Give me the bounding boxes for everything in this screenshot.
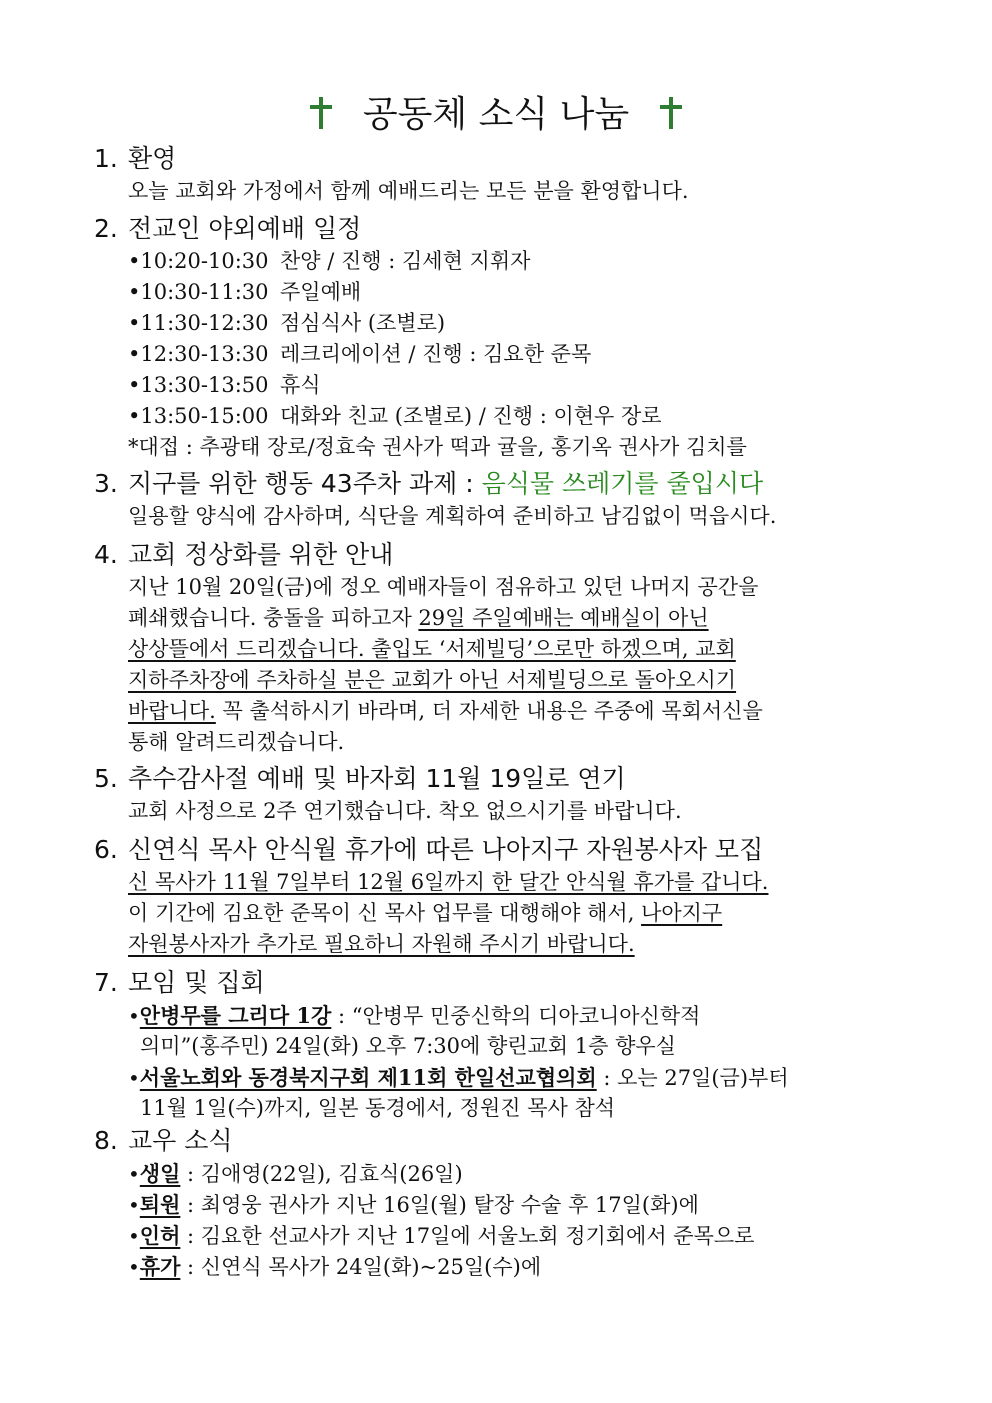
section-title: 모임 및 집회 [128,968,265,997]
schedule-time: •10:20-10:30 [128,249,269,273]
section-number: 5. [94,764,118,793]
underlined-text: 바랍니다. [128,699,216,723]
section-heading [94,212,904,246]
bullet-icon: • [128,1162,140,1186]
underlined-text: 자원봉사자가 추가로 필요하니 자원해 주시기 바랍니다. [128,932,635,956]
section-title: 지구를 위한 행동 43주차 과제 : [128,469,482,498]
news-text: : 신연식 목사가 24일(화)~25일(수)에 [180,1255,542,1279]
section-heading [94,538,904,572]
section-meetings [94,966,904,1124]
section-heading [94,467,904,501]
underlined-text: 나아지구 [641,901,723,925]
underlined-text: 신 목사가 11월 7일부터 12월 6일까지 한 달간 안식월 휴가를 갑니다. [128,870,769,894]
section-number: 3. [94,469,118,498]
news-item [128,1158,904,1189]
meeting-detail-cont: 11월 1일(수)까지, 일본 동경에서, 정원진 목사 참석 [140,1096,616,1120]
meeting-detail: : 오는 27일(금)부터 [596,1066,789,1090]
paragraph-line: 통해 알려드리겠습니다. [128,730,345,754]
schedule-time: •12:30-13:30 [128,342,269,366]
bullet-icon: • [128,1004,140,1028]
section-picnic-schedule [94,212,904,463]
paragraph-line [128,634,904,665]
schedule-time: •11:30-12:30 [128,311,269,335]
section-thanksgiving [94,762,904,827]
section-earth-action [94,467,904,532]
paragraph-line: 지난 10월 20일(금)에 정오 예배자들이 점유하고 있던 나머지 공간을 [128,575,759,599]
section-title: 환영 [128,144,177,173]
cross-icon [308,94,347,135]
text-run: 이 기간에 김요한 준목이 신 목사 업무를 대행해야 해서, [128,901,642,925]
text-run: 꼭 출석하시기 바라며, 더 자세한 내용은 주중에 목회서신을 [215,699,763,723]
meeting-item [128,1000,904,1031]
section-text: 일용할 양식에 감사하며, 식단을 계획하여 준비하고 남김없이 먹읍시다. [128,504,777,528]
meeting-detail-cont: 의미”(홍주민) 24일(화) 오후 7:30에 향린교회 1층 향우실 [140,1034,676,1058]
section-title: 교우 소식 [128,1126,233,1155]
schedule-item [128,277,904,308]
schedule-note: *대접 : 추광태 장로/정효숙 권사가 떡과 귤을, 홍기옥 권사가 김치를 [128,435,747,459]
meeting-item [128,1062,904,1093]
paragraph-line [128,696,904,727]
schedule-time: •10:30-11:30 [128,280,269,304]
bullet-icon: • [128,1193,140,1217]
news-item [128,1189,904,1220]
section-member-news [94,1124,904,1282]
section-heading [94,142,904,176]
schedule-item [128,308,904,339]
section-text: 오늘 교회와 가정에서 함께 예배드리는 모든 분을 환영합니다. [128,179,689,203]
news-item [128,1251,904,1282]
schedule-time: •13:50-15:00 [128,404,269,428]
section-number: 4. [94,540,118,569]
news-label: 퇴원 [139,1192,181,1217]
news-text: : 김애영(22일), 김효식(26일) [180,1162,463,1186]
section-title: 전교인 야외예배 일정 [128,214,362,243]
schedule-time: •13:30-13:50 [128,373,269,397]
section-church-normalization [94,538,904,758]
underlined-text: 29일 주일예배는 예배실이 아닌 [418,606,709,630]
meeting-detail: : “안병무 민중신학의 디아코니아신학적 [331,1004,701,1028]
section-title: 교회 정상화를 위한 안내 [128,540,394,569]
section-title: 신연식 목사 안식월 휴가에 따른 나아지구 자원봉사자 모집 [128,835,764,864]
section-text: 교회 사정으로 2주 연기했습니다. 착오 없으시기를 바랍니다. [128,799,682,823]
schedule-item [128,401,904,432]
section-task-highlight: 음식물 쓰레기를 줄입시다 [481,469,764,498]
section-number: 1. [94,144,118,173]
paragraph-line [128,929,904,960]
section-title: 추수감사절 예배 및 바자회 11월 19일로 연기 [128,764,626,793]
meeting-title: 안병무를 그리다 1강 [139,1003,332,1028]
schedule-desc: 찬양 / 진행 : 김세현 지휘자 [280,249,531,273]
section-heading [94,833,904,867]
page-title-bar [0,88,992,142]
bullet-icon: • [128,1255,140,1279]
news-label: 인허 [139,1223,181,1248]
schedule-desc: 점심식사 (조별로) [280,311,446,335]
schedule-desc: 휴식 [280,373,321,397]
schedule-item [128,246,904,277]
schedule-item [128,339,904,370]
bullet-icon: • [128,1224,140,1248]
section-heading [94,1124,904,1158]
section-heading [94,966,904,1000]
paragraph-line [128,665,904,696]
page-title: 공동체 소식 나눔 [362,94,630,135]
section-number: 8. [94,1126,118,1155]
section-number: 2. [94,214,118,243]
underlined-text: 상상뜰에서 드리겠습니다. 출입도 ‘서제빌딩’으로만 하겠으며, 교회 [128,637,736,661]
schedule-item [128,370,904,401]
section-number: 7. [94,968,118,997]
underlined-text: 지하주차장에 주차하실 분은 교회가 아닌 서제빌딩으로 돌아오시기 [128,668,737,692]
bullet-icon: • [128,1066,140,1090]
section-welcome [94,142,904,207]
schedule-desc: 주일예배 [280,280,362,304]
paragraph-line [128,603,904,634]
meeting-title: 서울노회와 동경북지구회 제11회 한일선교협의회 [139,1065,597,1090]
news-text: : 최영웅 권사가 지난 16일(월) 탈장 수술 후 17일(화)에 [180,1193,699,1217]
section-volunteers [94,833,904,960]
news-item [128,1220,904,1251]
news-label: 생일 [139,1161,181,1186]
paragraph-line [128,898,904,929]
schedule-desc: 대화와 친교 (조별로) / 진행 : 이현우 장로 [280,404,662,428]
news-text: : 김요한 선교사가 지난 17일에 서울노회 정기회에서 준목으로 [180,1224,755,1248]
section-number: 6. [94,835,118,864]
paragraph-line [128,867,904,898]
schedule-desc: 레크리에이션 / 진행 : 김요한 준목 [280,342,592,366]
text-run: 폐쇄했습니다. 충돌을 피하고자 [128,606,419,630]
cross-icon [645,94,684,135]
section-heading [94,762,904,796]
news-label: 휴가 [139,1254,181,1279]
